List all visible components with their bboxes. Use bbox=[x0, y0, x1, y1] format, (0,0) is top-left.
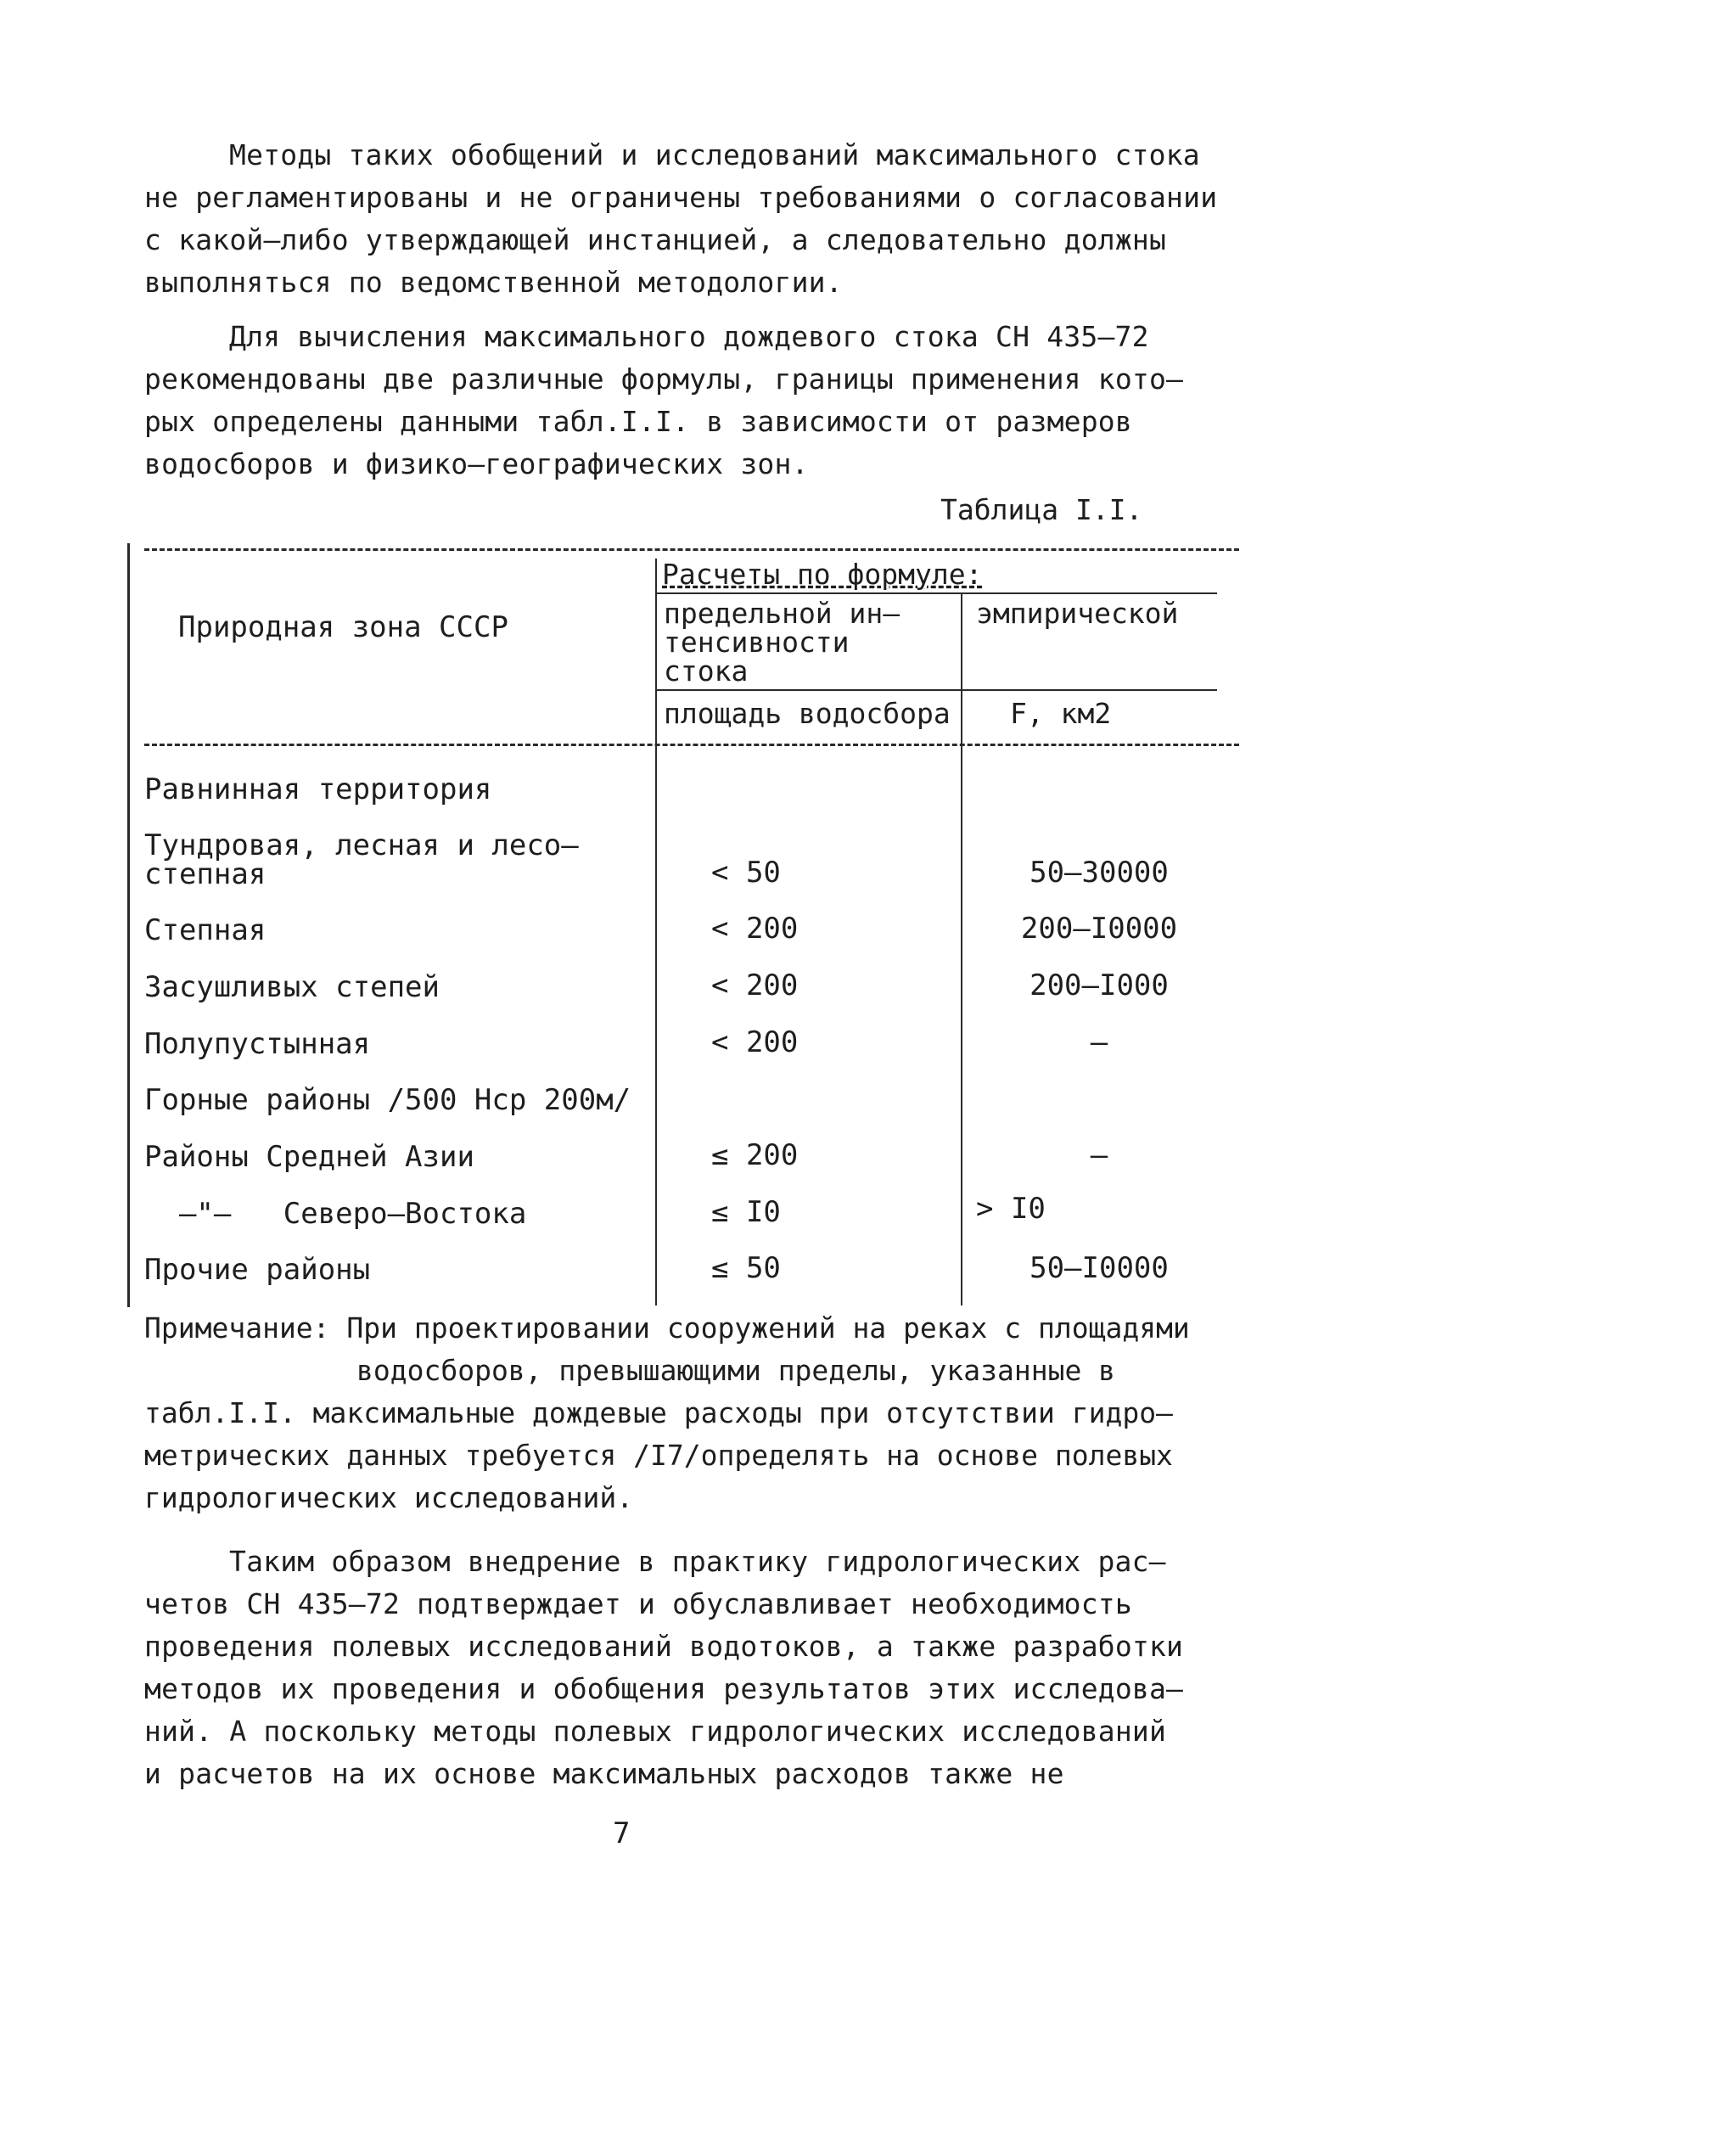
header-col-empirical: эмпирической bbox=[976, 597, 1179, 630]
row-zone: –"– Северо–Востока bbox=[144, 1197, 527, 1231]
table-left-border bbox=[127, 543, 130, 1307]
header-col-limit-2: тенсивности bbox=[664, 626, 850, 659]
text-line: Методы таких обобщений и исследований максимального стока bbox=[229, 138, 1200, 171]
header-calc-by-formula: Расчеты по формуле: bbox=[662, 558, 983, 591]
header-bottom-rule bbox=[144, 744, 1239, 746]
header-col-limit-1: предельной ин– bbox=[664, 597, 900, 630]
note-line: гидрологических исследований. bbox=[144, 1481, 634, 1514]
row-zone: Тундровая, лесная и лесо– bbox=[144, 828, 579, 862]
header-area-unit: F, км2 bbox=[1010, 697, 1112, 730]
page-number: 7 bbox=[613, 1816, 631, 1850]
row-limit: < 200 bbox=[711, 969, 799, 1002]
note-line: водосборов, превышающими пределы, указанные в bbox=[356, 1354, 1116, 1387]
header-sub-rule bbox=[657, 592, 1217, 594]
header-col-limit-3: стока bbox=[664, 654, 749, 688]
text-line: ний. А поскольку методы полевых гидрологических исследований bbox=[144, 1715, 1167, 1748]
text-line: проведения полевых исследований водотоков, а также разработки bbox=[144, 1630, 1184, 1663]
paragraph-methods bbox=[144, 134, 1248, 304]
text-line: и расчетов на их основе максимальных расходов также не bbox=[144, 1757, 1064, 1790]
col-separator-1 bbox=[655, 559, 657, 1305]
row-empirical: 50–30000 bbox=[1030, 856, 1169, 890]
row-zone: Равнинная территория bbox=[144, 772, 492, 806]
row-zone: Районы Средней Азии bbox=[144, 1140, 474, 1174]
note-line: Примечание: При проектировании сооружений на реках с площадями bbox=[144, 1311, 1190, 1345]
note-line: табл.I.I. максимальные дождевые расходы при отсутствии гидро– bbox=[144, 1396, 1173, 1429]
row-limit: < 50 bbox=[711, 856, 781, 890]
row-empirical: > I0 bbox=[976, 1192, 1046, 1226]
row-zone: степная bbox=[144, 857, 266, 891]
row-empirical: 200–I0000 bbox=[1020, 912, 1178, 946]
text-line: рекомендованы две различные формулы, границы применения кото– bbox=[144, 362, 1184, 396]
text-line: не регламентированы и не ограничены требованиями о согласовании bbox=[144, 181, 1218, 214]
header-area-rule bbox=[657, 689, 1217, 691]
row-limit: < 200 bbox=[711, 912, 799, 946]
table-caption: Таблица I.I. bbox=[940, 493, 1143, 526]
row-empirical: – bbox=[1090, 1025, 1108, 1059]
text-line: водосборов и физико–географических зон. bbox=[144, 447, 809, 480]
row-limit: < 200 bbox=[711, 1025, 799, 1059]
note-line: метрических данных требуется /I7/определять на основе полевых bbox=[144, 1439, 1173, 1472]
paragraph-conclusion bbox=[144, 1541, 1248, 1795]
col-separator-2 bbox=[961, 592, 962, 1305]
row-empirical: 50–I0000 bbox=[1030, 1251, 1169, 1285]
row-zone: Степная bbox=[144, 913, 266, 947]
header-zone: Природная зона СССР bbox=[178, 610, 508, 644]
text-line: методов их проведения и обобщения результатов этих исследова– bbox=[144, 1672, 1184, 1705]
row-limit: ≤ 200 bbox=[711, 1138, 799, 1172]
text-line: Таким образом внедрение в практику гидрологических рас– bbox=[229, 1545, 1166, 1578]
row-empirical: 200–I000 bbox=[1030, 969, 1169, 1002]
row-zone: Горные районы /500 Нср 200м/ bbox=[144, 1083, 631, 1117]
paragraph-formulas bbox=[144, 316, 1248, 486]
row-zone: Прочие районы bbox=[144, 1253, 371, 1287]
table-note bbox=[144, 1307, 1248, 1519]
header-area-label: площадь водосбора bbox=[664, 697, 951, 730]
row-zone: Засушливых степей bbox=[144, 970, 440, 1004]
table-top-rule bbox=[144, 548, 1239, 551]
row-limit: ≤ 50 bbox=[711, 1251, 781, 1285]
text-line: Для вычисления максимального дождевого стока СН 435–72 bbox=[229, 320, 1149, 353]
text-line: выполняться по ведомственной методологии. bbox=[144, 266, 843, 299]
zones-table bbox=[127, 543, 1239, 1307]
row-empirical: – bbox=[1090, 1138, 1108, 1172]
text-line: четов СН 435–72 подтверждает и обуславливает необходимость bbox=[144, 1587, 1132, 1620]
row-limit: ≤ I0 bbox=[711, 1195, 781, 1229]
text-line: рых определены данными табл.I.I. в зависимости от размеров bbox=[144, 405, 1132, 438]
text-line: с какой–либо утверждающей инстанцией, а следовательно должны bbox=[144, 223, 1167, 256]
row-zone: Полупустынная bbox=[144, 1027, 371, 1061]
